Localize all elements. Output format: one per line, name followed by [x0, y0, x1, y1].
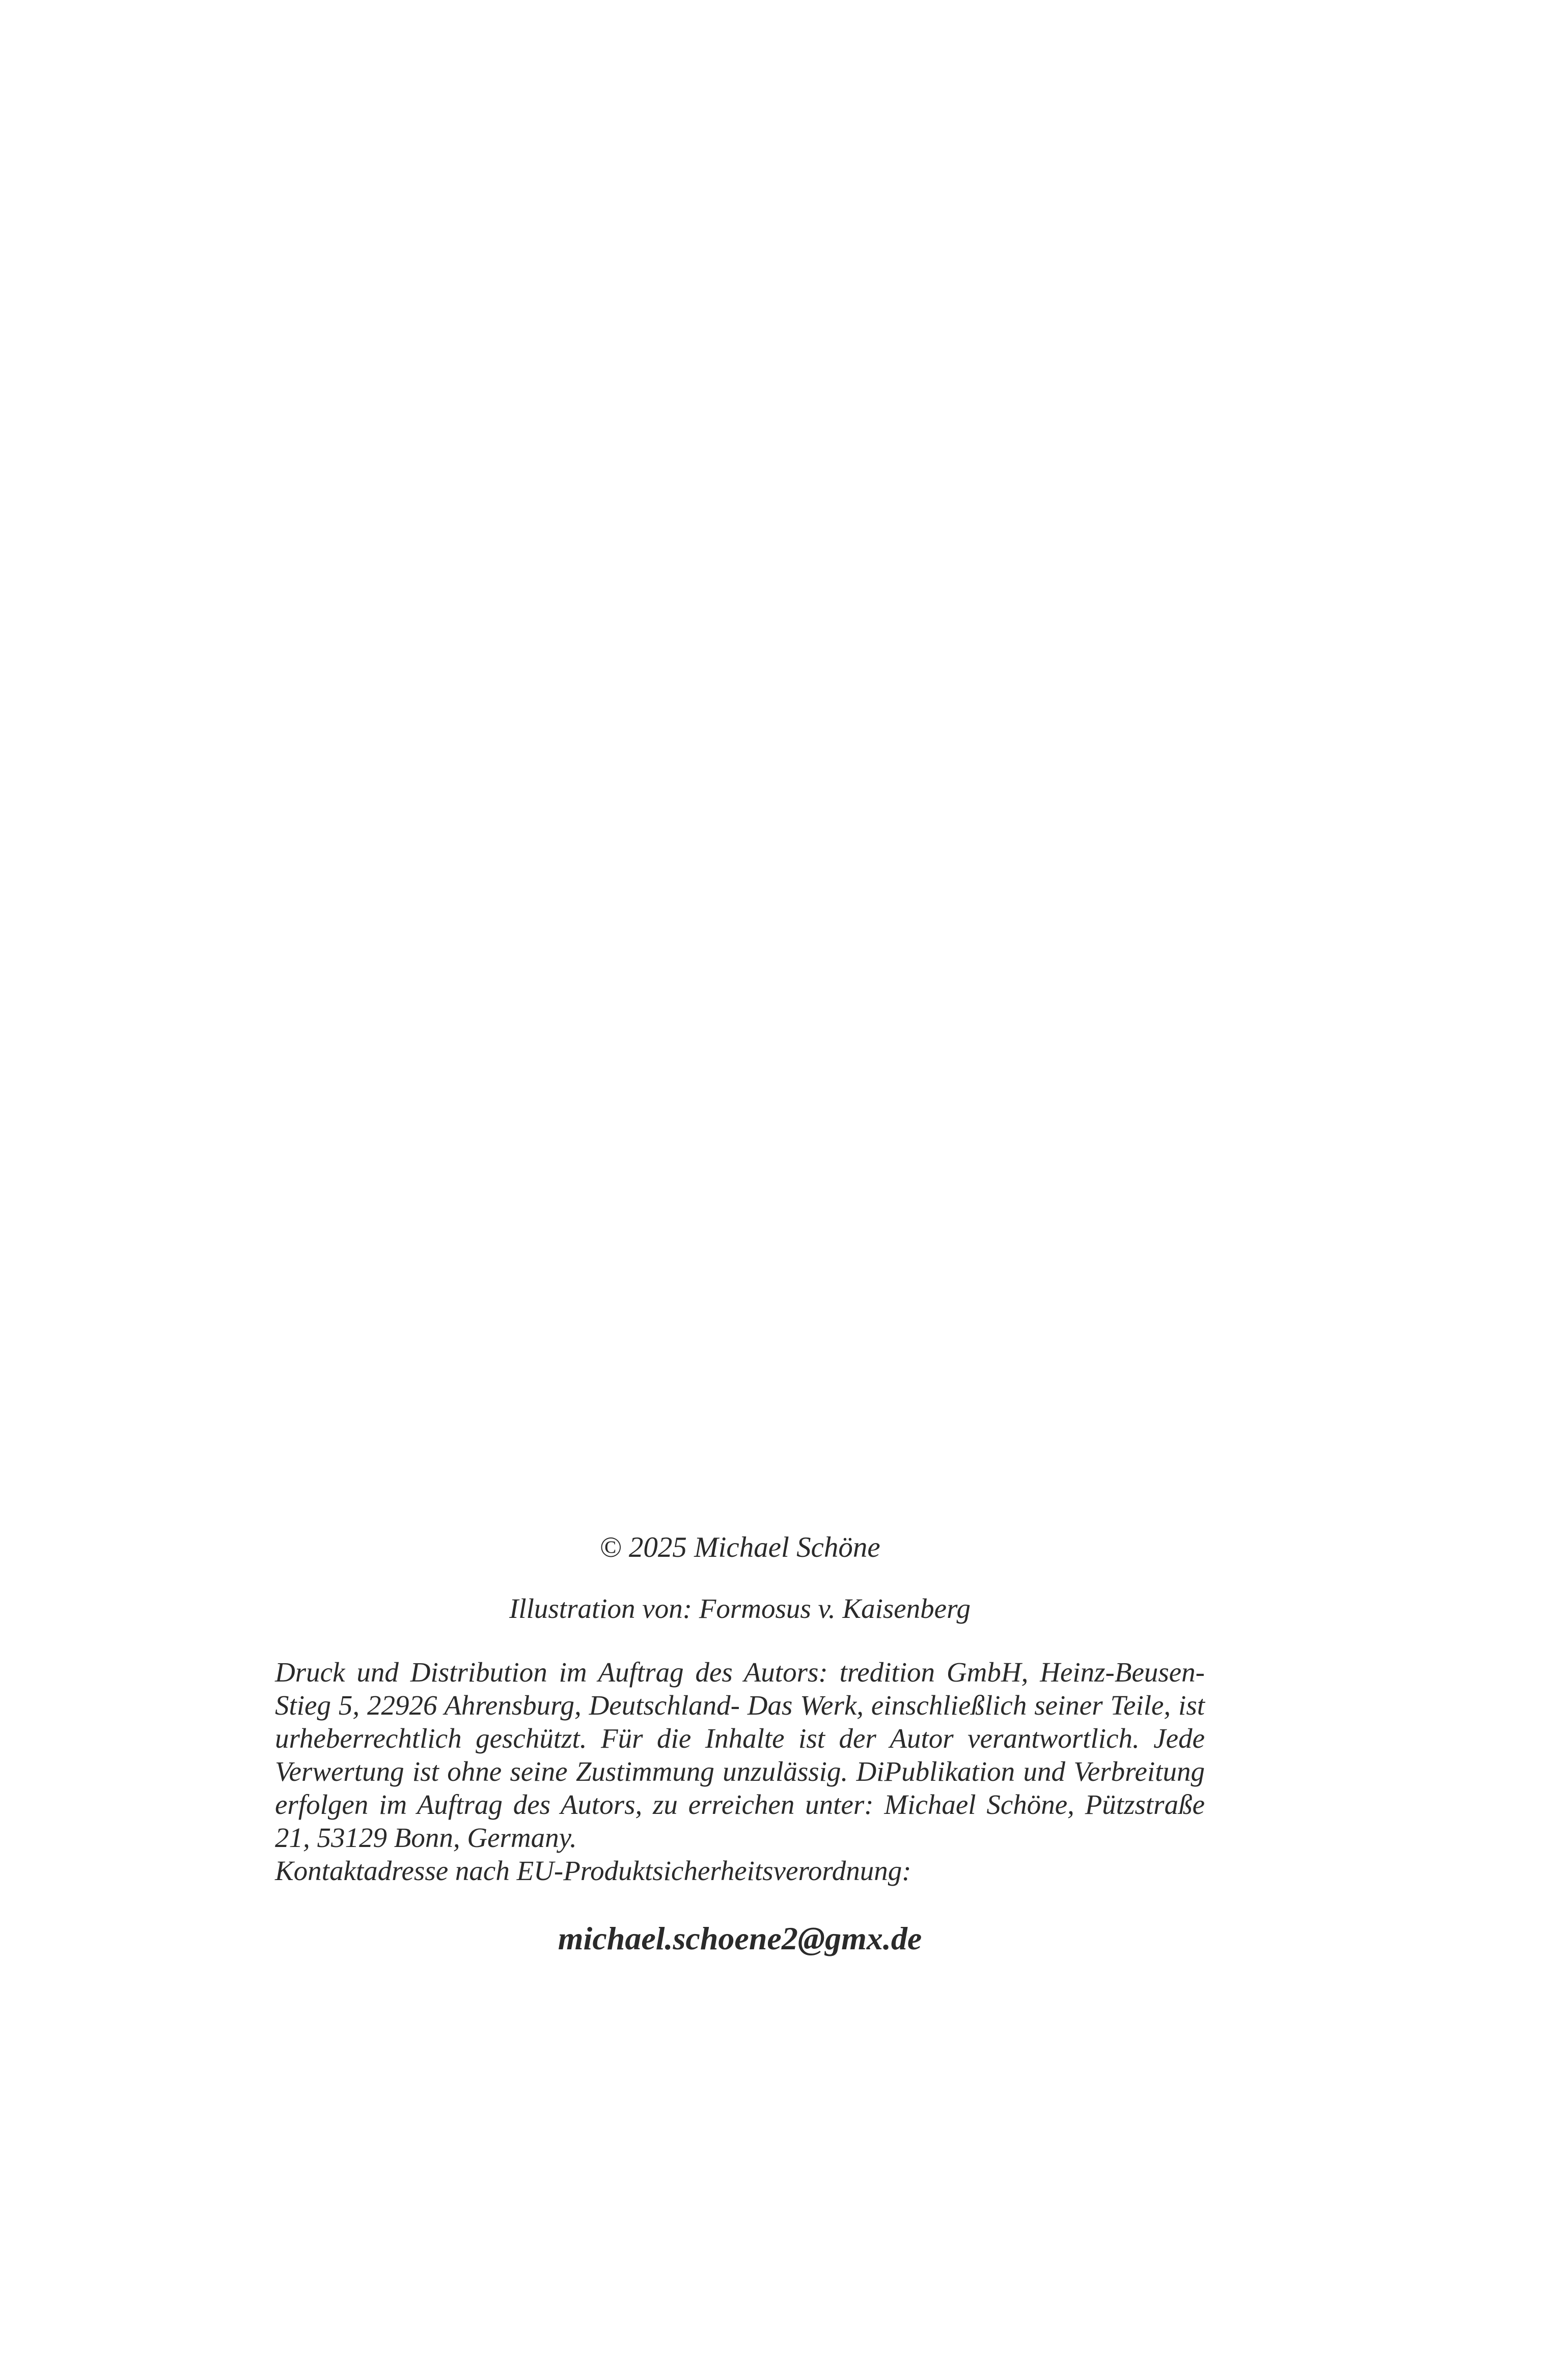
contact-email: michael.schoene2@gmx.de [558, 1920, 922, 1956]
contact-label: Kontaktadresse nach EU-Produktsicherheitsverordnung: [275, 1855, 911, 1886]
publisher-legal-text: Druck und Distribution im Auftrag des Autors: tredition GmbH, Heinz-Beusen-Stieg 5, 22926 Ahrensburg, Deutschland- Das Werk, einschließlich seiner Teile, ist urheberrechtlich geschützt. Für die Inhalte ist der Autor verantwortlich. Jede Verwertung ist ohne seine Zustimmung unzulässig. DiPublikation und Verbreitung erfolgen im Auftrag des Autors, zu erreichen unter: Michael Schöne, Pützstraße 21, 53129 Bonn, Germany. [275, 1657, 1205, 1853]
imprint-block [275, 1527, 1205, 1962]
imprint-body-text [275, 1656, 1205, 1887]
copyright-notice: © 2025 Michael Schöne [599, 1531, 880, 1563]
illustration-credit: Illustration von: Formosus v. Kaisenberg [509, 1593, 971, 1624]
